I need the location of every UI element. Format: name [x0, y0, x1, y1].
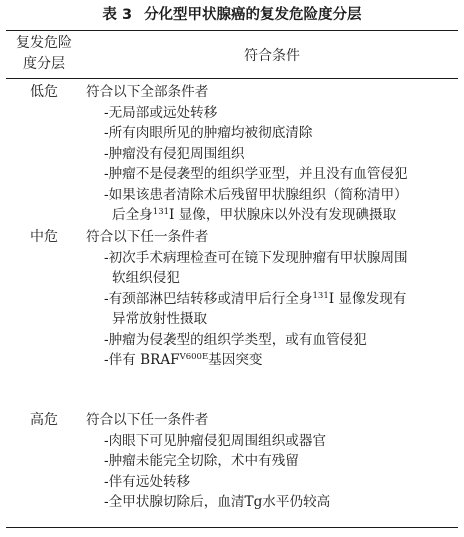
criteria-high-risk: [86, 410, 458, 513]
header-rule: [6, 78, 458, 79]
superscript: 131: [312, 290, 329, 301]
text-segment: I 显像发现有: [328, 290, 407, 307]
table-title: 分化型甲状腺癌的复发危险度分层: [144, 7, 362, 23]
criterion: -肿瘤为侵袭型的组织学类型，或有血管侵犯: [104, 331, 367, 348]
criterion: -所有肉眼所见的肿瘤均被彻底清除: [104, 125, 313, 141]
risk-level-high: 高危: [30, 412, 58, 428]
criterion: [86, 350, 458, 371]
text-segment: I 显像，甲状腺床以外没有发现碘摄取: [169, 207, 397, 223]
risk-level-low: 低危: [30, 84, 58, 100]
table-number: 表 3: [102, 7, 133, 23]
criterion: -伴有远处转移: [104, 473, 191, 490]
criterion: -肿瘤没有侵犯周围组织: [104, 145, 245, 162]
criteria-medium-risk: [86, 227, 458, 371]
criterion-continuation: 软组织侵犯: [112, 270, 180, 286]
criterion: -如果该患者清除术后残留甲状腺组织（简称清甲）: [104, 186, 408, 203]
criterion-continuation: [86, 205, 458, 226]
text-segment: -有颈部淋巴结转移或清甲后行全身: [104, 290, 313, 307]
text-segment: 后全身: [112, 207, 153, 223]
text-segment: 基因突变: [208, 352, 263, 368]
criteria-intro: 符合以下任一条件者: [86, 229, 209, 245]
criterion: -全甲状腺切除后，血清Tg水平仍较高: [104, 494, 331, 510]
table-caption: [0, 6, 464, 24]
superscript: V600E: [179, 352, 209, 362]
criterion: -肿瘤不是侵袭型的组织学亚型，并且没有血管侵犯: [104, 166, 408, 182]
column-header-risk-level-line2: 度分层: [23, 56, 65, 72]
column-header-criteria: 符合条件: [244, 48, 300, 64]
risk-level-medium: 中危: [30, 229, 58, 245]
bottom-rule: [6, 527, 458, 528]
criterion-continuation: 异常放射性摄取: [112, 311, 208, 327]
criterion: -无局部或远处转移: [104, 104, 218, 121]
criteria-low-risk: [86, 82, 458, 226]
top-rule: [6, 30, 458, 31]
criterion: [86, 289, 458, 310]
criterion: -肿瘤未能完全切除，术中有残留: [104, 453, 299, 469]
criterion: -初次手术病理检查可在镜下发现肿瘤有甲状腺周围: [104, 249, 408, 266]
criteria-intro: 符合以下任一条件者: [86, 412, 209, 428]
column-header-risk-level-line1: 复发危险: [16, 35, 72, 51]
criteria-intro: 符合以下全部条件者: [86, 84, 209, 100]
text-segment: -伴有 BRAF: [104, 352, 180, 368]
column-header-risk-level: [6, 33, 82, 75]
criterion: -肉眼下可见肿瘤侵犯周围组织或器官: [104, 432, 327, 449]
superscript: 131: [152, 207, 170, 217]
